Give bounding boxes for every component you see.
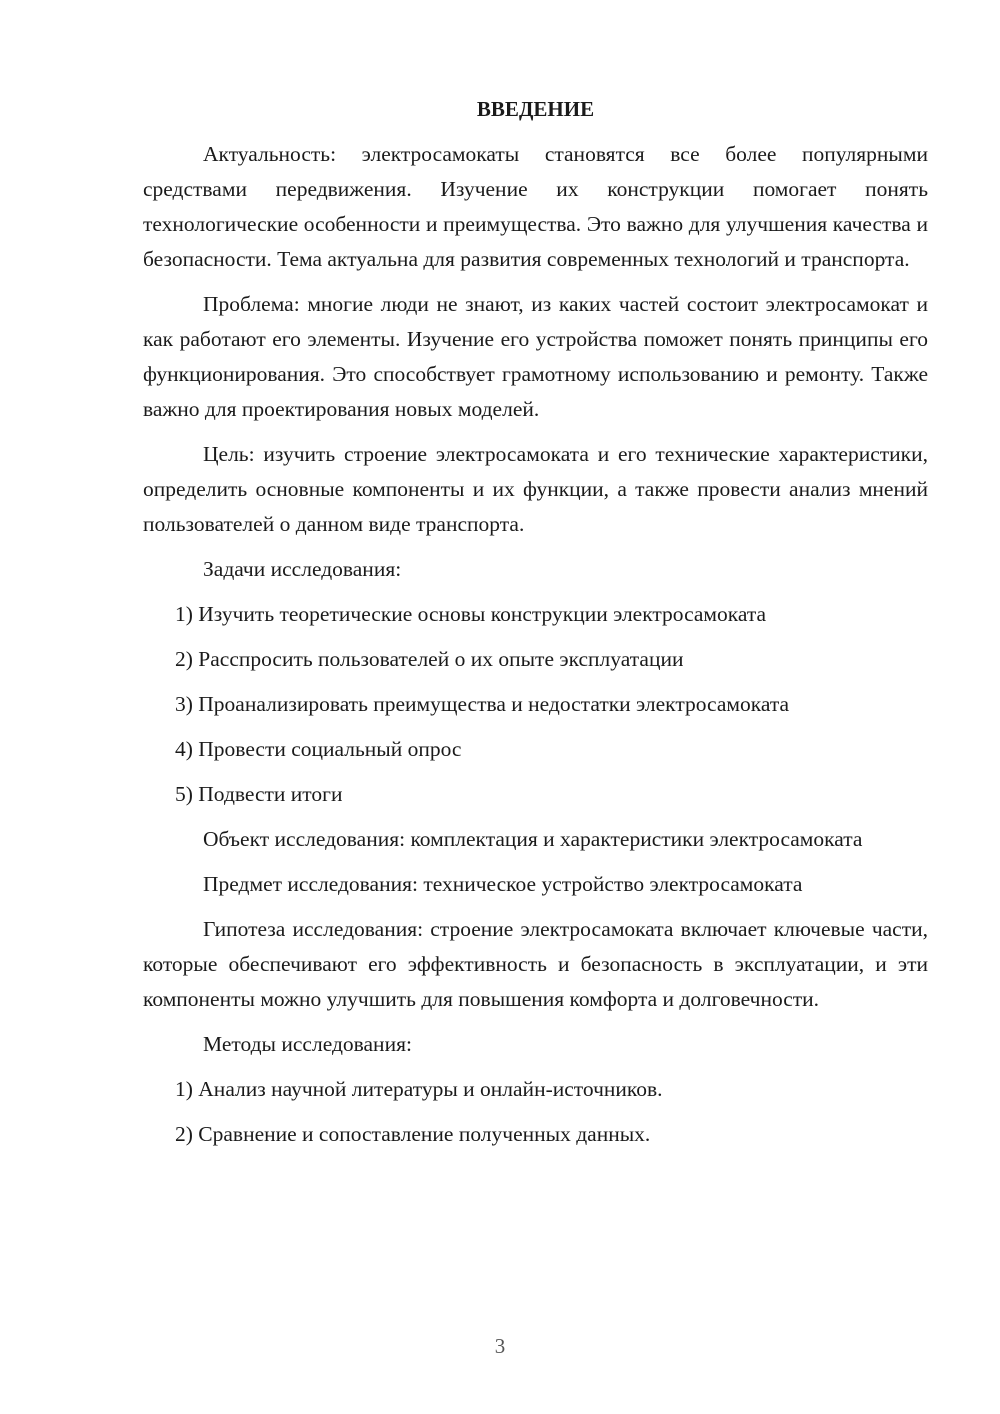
relevance-paragraph: Актуальность: электросамокаты становятся все более популярными средствами передвижения. Изучение их конструкции помогает понять технологические особенности и преимущества. Это важно для улучшения качества и безопасности. Тема актуальна для развития современных технологий и транспорта. xyxy=(143,142,928,271)
task-item-4: 4) Провести социальный опрос xyxy=(175,737,462,761)
task-item-1: 1) Изучить теоретические основы конструкции электросамоката xyxy=(175,602,767,626)
subject-paragraph: Предмет исследования: техническое устройство электросамоката xyxy=(203,872,803,896)
tasks-label: Задачи исследования: xyxy=(203,557,402,581)
document-page xyxy=(143,92,928,1162)
task-item-3: 3) Проанализировать преимущества и недостатки электросамоката xyxy=(175,692,790,716)
task-item-2: 2) Расспросить пользователей о их опыте эксплуатации xyxy=(175,647,684,671)
task-item-5: 5) Подвести итоги xyxy=(175,782,343,806)
page-title: ВВЕДЕНИЕ xyxy=(476,97,595,121)
object-paragraph: Объект исследования: комплектация и характеристики электросамоката xyxy=(203,827,863,851)
method-item-1: 1) Анализ научной литературы и онлайн-источников. xyxy=(175,1077,663,1101)
page-number: 3 xyxy=(494,1334,506,1358)
method-item-2: 2) Сравнение и сопоставление полученных данных. xyxy=(175,1122,651,1146)
hypothesis-paragraph: Гипотеза исследования: строение электросамоката включает ключевые части, которые обеспечивают его эффективность и безопасность в эксплуатации, и эти компоненты можно улучшить для повышения комфорта и долговечности. xyxy=(143,917,928,1011)
methods-label: Методы исследования: xyxy=(203,1032,412,1056)
problem-paragraph: Проблема: многие люди не знают, из каких частей состоит электросамокат и как работают его элементы. Изучение его устройства поможет понять принципы его функционирования. Это способствует грамотному использованию и ремонту. Также важно для проектирования новых моделей. xyxy=(143,292,928,421)
goal-paragraph: Цель: изучить строение электросамоката и его технические характеристики, определить основные компоненты и их функции, а также провести анализ мнений пользователей о данном виде транспорта. xyxy=(143,442,928,536)
